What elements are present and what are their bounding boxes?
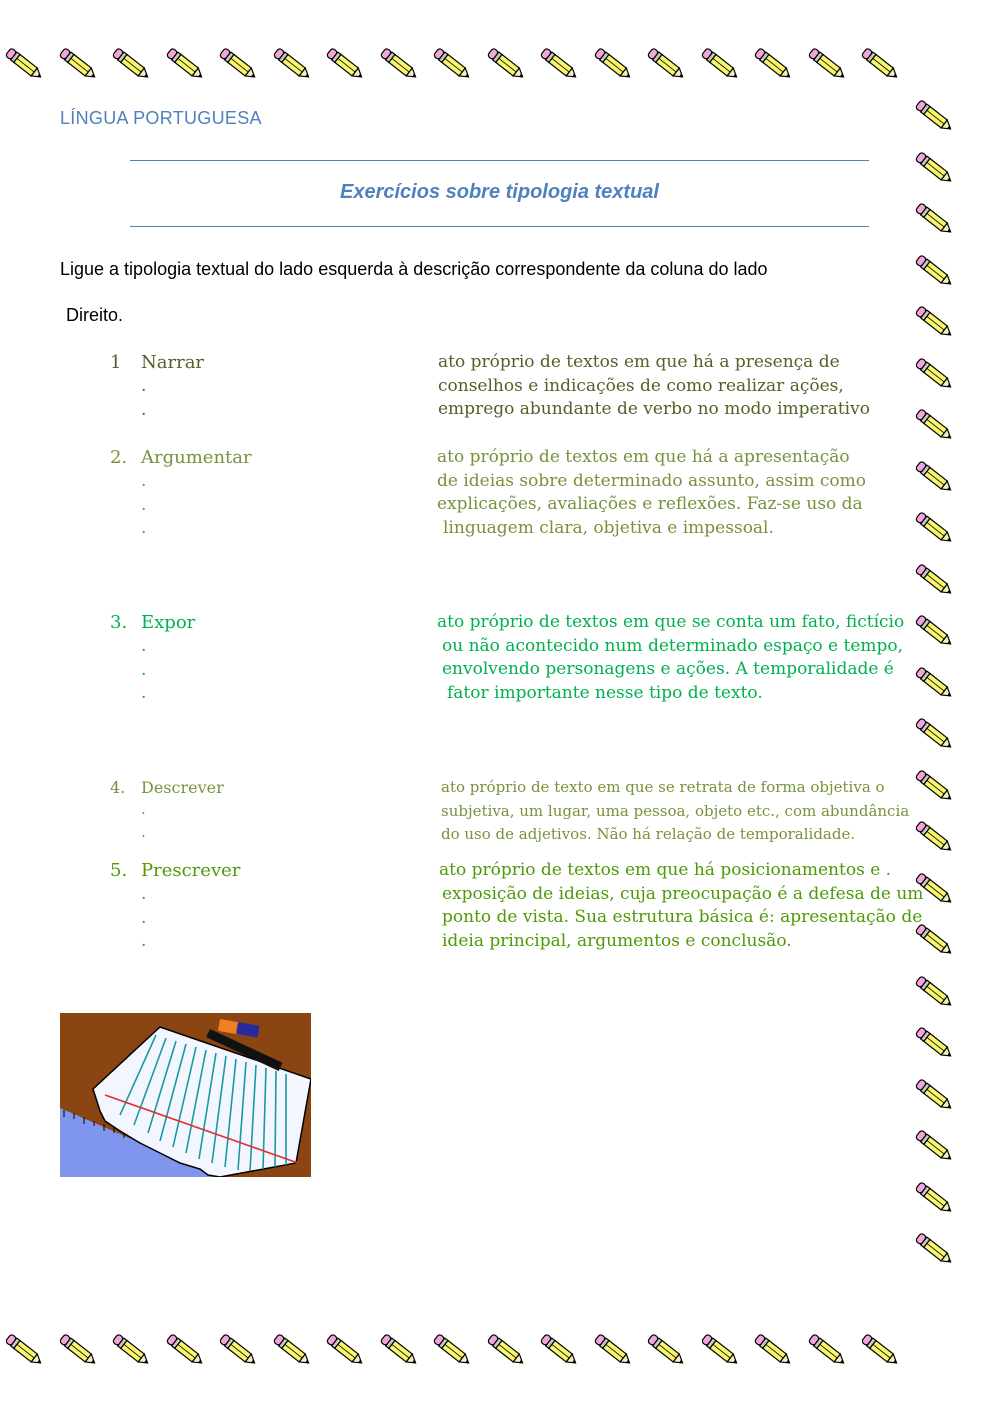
pencil-icon [484,1330,528,1370]
pencil-icon [912,1178,956,1218]
pencil-icon [216,44,260,84]
item-term[interactable]: Prescrever [141,860,241,881]
pencil-icon [912,457,956,497]
item-dot: . [141,908,147,928]
pencil-icon [430,44,474,84]
description-line: envolvendo personagens e ações. A temporalidade é [442,659,894,679]
pencil-icon [912,148,956,188]
pencil-icon [912,972,956,1012]
pencil-icon [912,611,956,651]
item-term[interactable]: Descrever [141,778,224,797]
pencil-icon [912,302,956,342]
pencil-icon [163,1330,207,1370]
item-description[interactable] [441,778,909,849]
pencil-icon [323,1330,367,1370]
pencil-icon [805,1330,849,1370]
pencil-icon [858,44,902,84]
item-dot: . [141,400,147,420]
subject-header: LÍNGUA PORTUGUESA [60,108,262,128]
description-line: fator importante nesse tipo de texto. [447,682,763,703]
description-line: ato próprio de textos em que há posicionamentos e . [439,860,892,880]
pencil-icon [805,44,849,84]
notebook-paper-illustration [60,1013,311,1177]
item-dot: . [141,495,147,515]
description-line: ponto de vista. Sua estrutura básica é: apresentação de [442,907,923,927]
pencil-icon [109,44,153,84]
item-dot: . [141,931,147,951]
item-dot: . [141,376,147,396]
pencil-icon [751,1330,795,1370]
pencil-icon [537,44,581,84]
pencil-icon [912,354,956,394]
instruction-line-2: Direito. [66,305,124,325]
item-term[interactable]: Argumentar [141,447,252,468]
item-description[interactable] [437,447,866,541]
pencil-icon [912,405,956,445]
instruction-line-1: Ligue a tipologia textual do lado esquerda à descrição correspondente da coluna do lado [60,259,768,279]
description-line: ato próprio de textos em que há a presença de [438,352,840,372]
description-line: ato próprio de texto em que se retrata de forma objetiva o [441,778,885,796]
description-line: ideia principal, argumentos e conclusão. [442,930,792,951]
description-line: ou não acontecido num determinado espaço e tempo, [442,635,904,656]
description-line: ato próprio de textos em que há a apresentação [437,447,850,467]
description-line: ato próprio de textos em que se conta um fato, fictício [437,612,905,632]
pencil-icon [484,44,528,84]
item-description[interactable] [438,352,870,423]
description-line: subjetiva, um lugar, uma pessoa, objeto etc., com abundância [441,801,910,820]
item-description[interactable] [437,612,904,706]
pencil-icon [912,199,956,239]
item-dot: . [141,823,146,841]
page-title: Exercícios sobre tipologia textual [340,181,659,203]
pencil-icon [912,663,956,703]
item-dot: . [141,683,147,703]
pencil-icon [377,1330,421,1370]
item-number: 5. [110,860,128,881]
pencil-icon [216,1330,260,1370]
item-term[interactable]: Narrar [141,352,205,373]
item-term[interactable]: Expor [141,612,196,633]
pencil-icon [377,44,421,84]
pencil-icon [109,1330,153,1370]
pencil-icon [751,44,795,84]
description-line: de ideias sobre determinado assunto, assim como [437,470,866,491]
pencil-icon [698,44,742,84]
item-dot: . [141,636,147,656]
pencil-icon [2,44,46,84]
pencil-icon [163,44,207,84]
description-line: emprego abundante de verbo no modo imperativo [438,399,870,419]
pencil-icon [912,560,956,600]
description-line: explicações, avaliações e reflexões. Faz-se uso da [437,494,863,514]
item-dot: . [141,518,147,538]
pencil-icon [323,44,367,84]
description-line: exposição de ideias, cuja preocupação é a defesa de um [442,883,924,904]
pencil-icon [912,817,956,857]
pencil-icon [912,1075,956,1115]
pencil-icon [2,1330,46,1370]
pencil-icon [912,1126,956,1166]
pencil-icon [591,44,635,84]
item-number: 4. [110,778,126,797]
title-rule-top [130,160,869,161]
description-line: linguagem clara, objetiva e impessoal. [443,517,774,538]
pencil-icon [591,1330,635,1370]
pencil-icon [644,1330,688,1370]
pencil-icon [56,44,100,84]
description-line: conselhos e indicações de como realizar ações, [438,375,844,396]
pencil-icon [912,251,956,291]
pencil-icon [912,714,956,754]
pencil-icon [644,44,688,84]
pencil-icon [430,1330,474,1370]
pencil-icon [56,1330,100,1370]
pencil-icon [270,44,314,84]
title-rule-bottom [130,226,869,227]
pencil-icon [912,1023,956,1063]
pencil-icon [698,1330,742,1370]
item-dot: . [141,800,146,818]
item-dot: . [141,884,147,904]
pencil-icon [537,1330,581,1370]
item-description[interactable] [439,860,923,954]
pencil-icon [912,96,956,136]
pencil-icon [912,508,956,548]
item-number: 3. [110,612,128,633]
pencil-icon [912,766,956,806]
item-dot: . [141,660,147,680]
description-line: do uso de adjetivos. Não há relação de temporalidade. [441,825,856,843]
item-number: 2. [110,447,128,468]
pencil-icon [912,1229,956,1269]
item-number: 1 [110,352,122,373]
pencil-icon [270,1330,314,1370]
pencil-icon [858,1330,902,1370]
item-dot: . [141,471,147,491]
